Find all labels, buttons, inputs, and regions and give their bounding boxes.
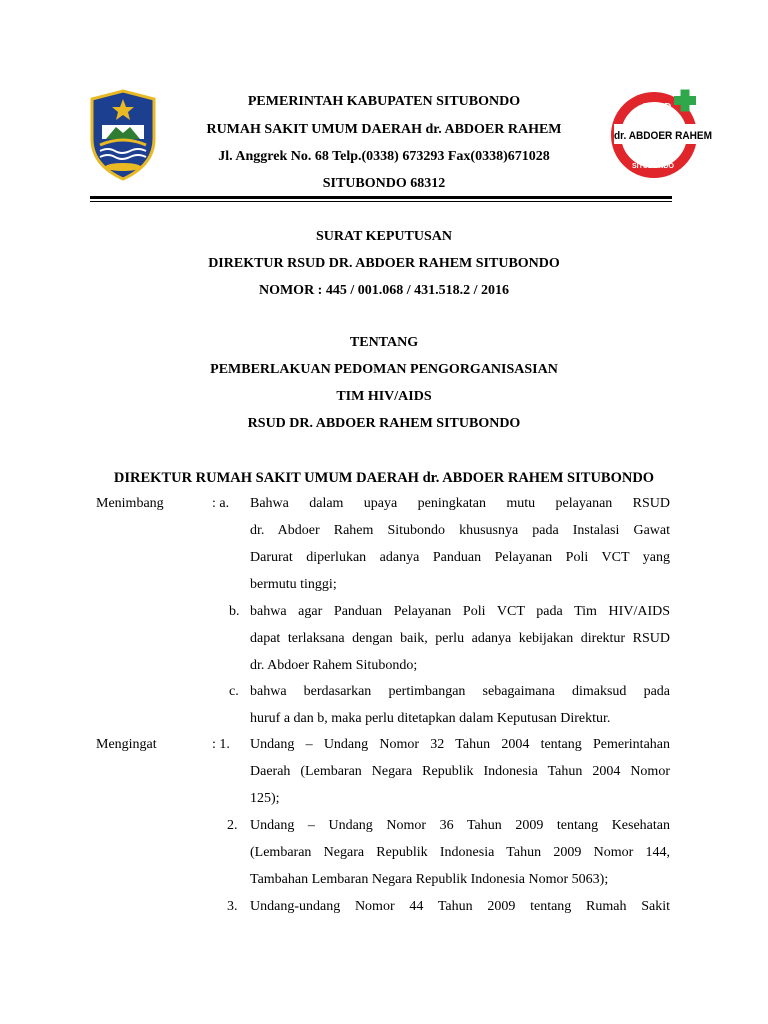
decision-type: SURAT KEPUTUSAN — [315, 229, 452, 244]
header-divider-thick — [90, 196, 672, 199]
header-city: SITUBONDO 68312 — [322, 176, 446, 191]
subject-label: TENTANG — [349, 335, 419, 350]
director-heading: DIREKTUR RUMAH SAKIT UMUM DAERAH dr. ABDOER RAHEM SITUBONDO — [113, 470, 655, 486]
rsud-logo-rsud-text: RSUD — [643, 102, 672, 113]
mengingat-2-line: Tambahan Lembaran Negara Republik Indonesia Nomor 5063); — [250, 872, 609, 887]
mengingat-2-line: (Lembaran Negara Republik Indonesia Tahun 2009 Nomor 144, — [250, 845, 670, 860]
menimbang-a-line: Bahwa dalam upaya peningkatan mutu pelayanan RSUD — [250, 496, 670, 511]
rsud-logo-city-text: SITUBONDO — [632, 163, 674, 170]
menimbang-a-line: dr. Abdoer Rahem Situbondo khususnya pada Instalasi Gawat — [250, 523, 670, 538]
mengingat-marker-2: 2. — [227, 818, 238, 833]
mengingat-2-line: Undang – Undang Nomor 36 Tahun 2009 tentang Kesehatan — [250, 818, 670, 833]
mengingat-marker-3: 3. — [227, 899, 238, 914]
menimbang-marker-c: c. — [229, 684, 239, 699]
menimbang-b-line: bahwa agar Panduan Pelayanan Poli VCT pada Tim HIV/AIDS — [250, 604, 670, 619]
menimbang-b-line: dr. Abdoer Rahem Situbondo; — [250, 658, 418, 673]
menimbang-marker-a: : a. — [212, 496, 230, 511]
mengingat-1-line: Daerah (Lembaran Negara Republik Indonesia Tahun 2004 Nomor — [250, 764, 670, 779]
menimbang-b-line: dapat terlaksana dengan baik, perlu adanya kebijakan direktur RSUD — [250, 631, 670, 646]
mengingat-1-line: Undang – Undang Nomor 32 Tahun 2004 tentang Pemerintahan — [250, 737, 670, 752]
menimbang-c-line: huruf a dan b, maka perlu ditetapkan dalam Keputusan Direktur. — [250, 711, 611, 726]
menimbang-a-line: bermutu tinggi; — [250, 577, 337, 592]
kabupaten-emblem-icon — [88, 89, 158, 181]
mengingat-3-line: Undang-undang Nomor 44 Tahun 2009 tentang Rumah Sakit — [250, 899, 670, 914]
menimbang-a-line: Darurat diperlukan adanya Panduan Pelayanan Poli VCT yang — [250, 550, 670, 565]
header-hospital-name: RUMAH SAKIT UMUM DAERAH dr. ABDOER RAHEM — [206, 122, 562, 137]
menimbang-c-line: bahwa berdasarkan pertimbangan sebagaimana dimaksud pada — [250, 684, 670, 699]
header-address: Jl. Anggrek No. 68 Telp.(0338) 673293 Fax(0338)671028 — [218, 149, 550, 164]
menimbang-label: Menimbang — [96, 496, 164, 511]
mengingat-marker-1: : 1. — [212, 737, 230, 752]
rsud-logo-icon — [610, 88, 716, 180]
rsud-logo-name-text: dr. ABDOER RAHEM — [614, 130, 712, 142]
menimbang-marker-b: b. — [229, 604, 240, 619]
subject-line: TIM HIV/AIDS — [336, 389, 432, 404]
subject-line: PEMBERLAKUAN PEDOMAN PENGORGANISASIAN — [210, 362, 558, 377]
decision-issuer: DIREKTUR RSUD DR. ABDOER RAHEM SITUBONDO — [208, 256, 560, 271]
decision-number: NOMOR : 445 / 001.068 / 431.518.2 / 2016 — [258, 283, 510, 298]
subject-line: RSUD DR. ABDOER RAHEM SITUBONDO — [247, 416, 521, 431]
mengingat-label: Mengingat — [96, 737, 157, 752]
header-government-name: PEMERINTAH KABUPATEN SITUBONDO — [247, 94, 521, 109]
mengingat-1-line: 125); — [250, 791, 280, 806]
header-divider-thin — [90, 201, 672, 202]
